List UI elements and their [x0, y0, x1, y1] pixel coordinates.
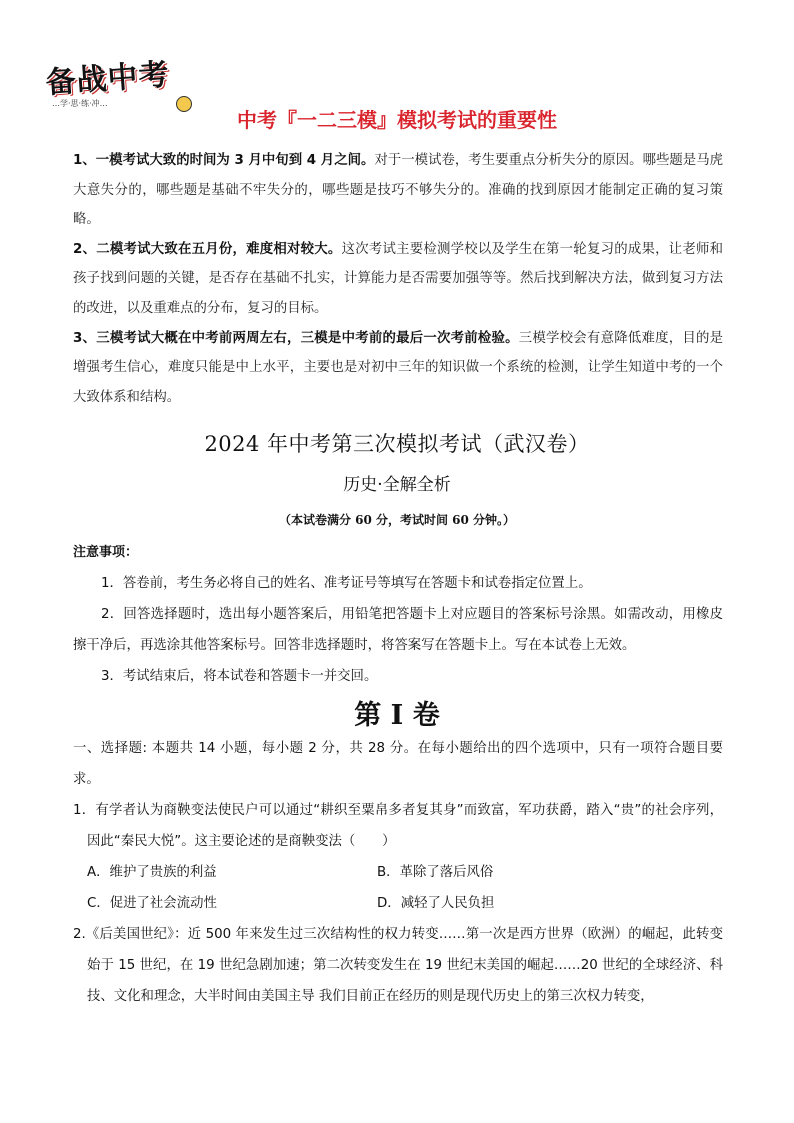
question-1-options	[73, 857, 723, 919]
logo-subtext: …学·思·练·冲…	[52, 99, 108, 108]
notice-heading: 注意事项：	[73, 545, 139, 560]
banner-title: 中考『一二三模』模拟考试的重要性	[237, 108, 557, 132]
section-heading	[73, 733, 723, 795]
intro-bold: 一模考试大致的时间为 3 月中旬到 4 月之间。	[95, 153, 375, 168]
exam-subtitle: 历史·全解全析	[343, 475, 451, 495]
question-2-text: 2.《后美国世纪》：近 500 年来发生过三次结构性的权力转变……第一次是西方世界（欧洲）的崛起，此转变始于 15 世纪，在 19 世纪急剧加速；第二次转变发生在 19 世纪末美国的崛起……20 世纪的全球经济、科技、文化和理念，大半时间由美国主导 我们目前正在经历的则是现代历史上的第三次权力转变，	[73, 927, 723, 1004]
notice-item: 2．回答选择题时，选出每小题答案后，用铅笔把答题卡上对应题目的答案标号涂黑。如需改动，用橡皮擦干净后，再选涂其他答案标号。回答非选择题时，将答案写在答题卡上。写在本试卷上无效。	[73, 607, 723, 653]
notice-item: 3．考试结束后，将本试卷和答题卡一并交回。	[101, 669, 378, 684]
intro-num: 2、	[73, 241, 97, 257]
logo-text: 备战中考	[44, 57, 171, 101]
intro-bold: 三模考试大概在中考前两周左右，三模是中考前的最后一次考前检验。	[96, 330, 519, 346]
option-b: B．革除了落后风俗	[377, 865, 494, 880]
question-1-text: 1．有学者认为商鞅变法使民户可以通过“耕织至粟帛多者复其身”而致富，军功获爵，踏入“贵”的社会序列，因此“秦民大悦”。这主要论述的是商鞅变法（ ）	[73, 803, 723, 849]
intro-text: 三模学校会有意降低难度，目的是增强考生信心，难度只能是中上水平，主要也是对初中三年的知识做一个系统的检测，让学生知道中考的一个大致体系和结构。	[73, 330, 724, 405]
notice-list	[73, 568, 723, 692]
option-d: D．减轻了人民负担	[377, 896, 495, 911]
exam-title: 2024 年中考第三次模拟考试（武汉卷）	[204, 432, 590, 456]
intro-paragraph-2	[73, 235, 723, 324]
intro-section	[73, 146, 723, 412]
intro-text: 对于一模试卷，考生要重点分析失分的原因。哪些题是马虎大意失分的，哪些题是基础不牢失分的，哪些题是技巧不够失分的。准确的找到原因才能制定正确的复习策略。	[73, 153, 724, 228]
section-instructions: 本题共 14 小题，每小题 2 分，共 28 分。在每小题给出的四个选项中，只有一项符合题目要求。	[73, 741, 723, 787]
intro-num: 1、	[73, 153, 96, 168]
intro-paragraph-3	[73, 324, 723, 413]
intro-text: 这次考试主要检测学校以及学生在第一轮复习的成果，让老师和孩子找到问题的关键，是否存在基础不扎实，计算能力是否需要加强等等。然后找到解决方法，做到复习方法的改进，以及重难点的分布，复习的目标。	[73, 241, 724, 316]
notice-item: 1．答卷前，考生务必将自己的姓名、准考证号等填写在答题卡和试卷指定位置上。	[101, 576, 592, 591]
section-lead: 一、选择题:	[73, 741, 152, 756]
intro-bold: 二模考试大致在五月份，难度相对较大。	[96, 241, 342, 257]
intro-paragraph-1	[73, 146, 723, 235]
questions-section	[73, 733, 723, 1012]
exam-note: （本试卷满分 60 分，考试时间 60 分钟。）	[278, 513, 516, 527]
volume-title: 第 I 卷	[354, 700, 440, 731]
option-a: A．维护了贵族的利益	[87, 865, 217, 880]
intro-num: 3、	[73, 330, 97, 346]
option-c: C．促进了社会流动性	[87, 896, 217, 911]
